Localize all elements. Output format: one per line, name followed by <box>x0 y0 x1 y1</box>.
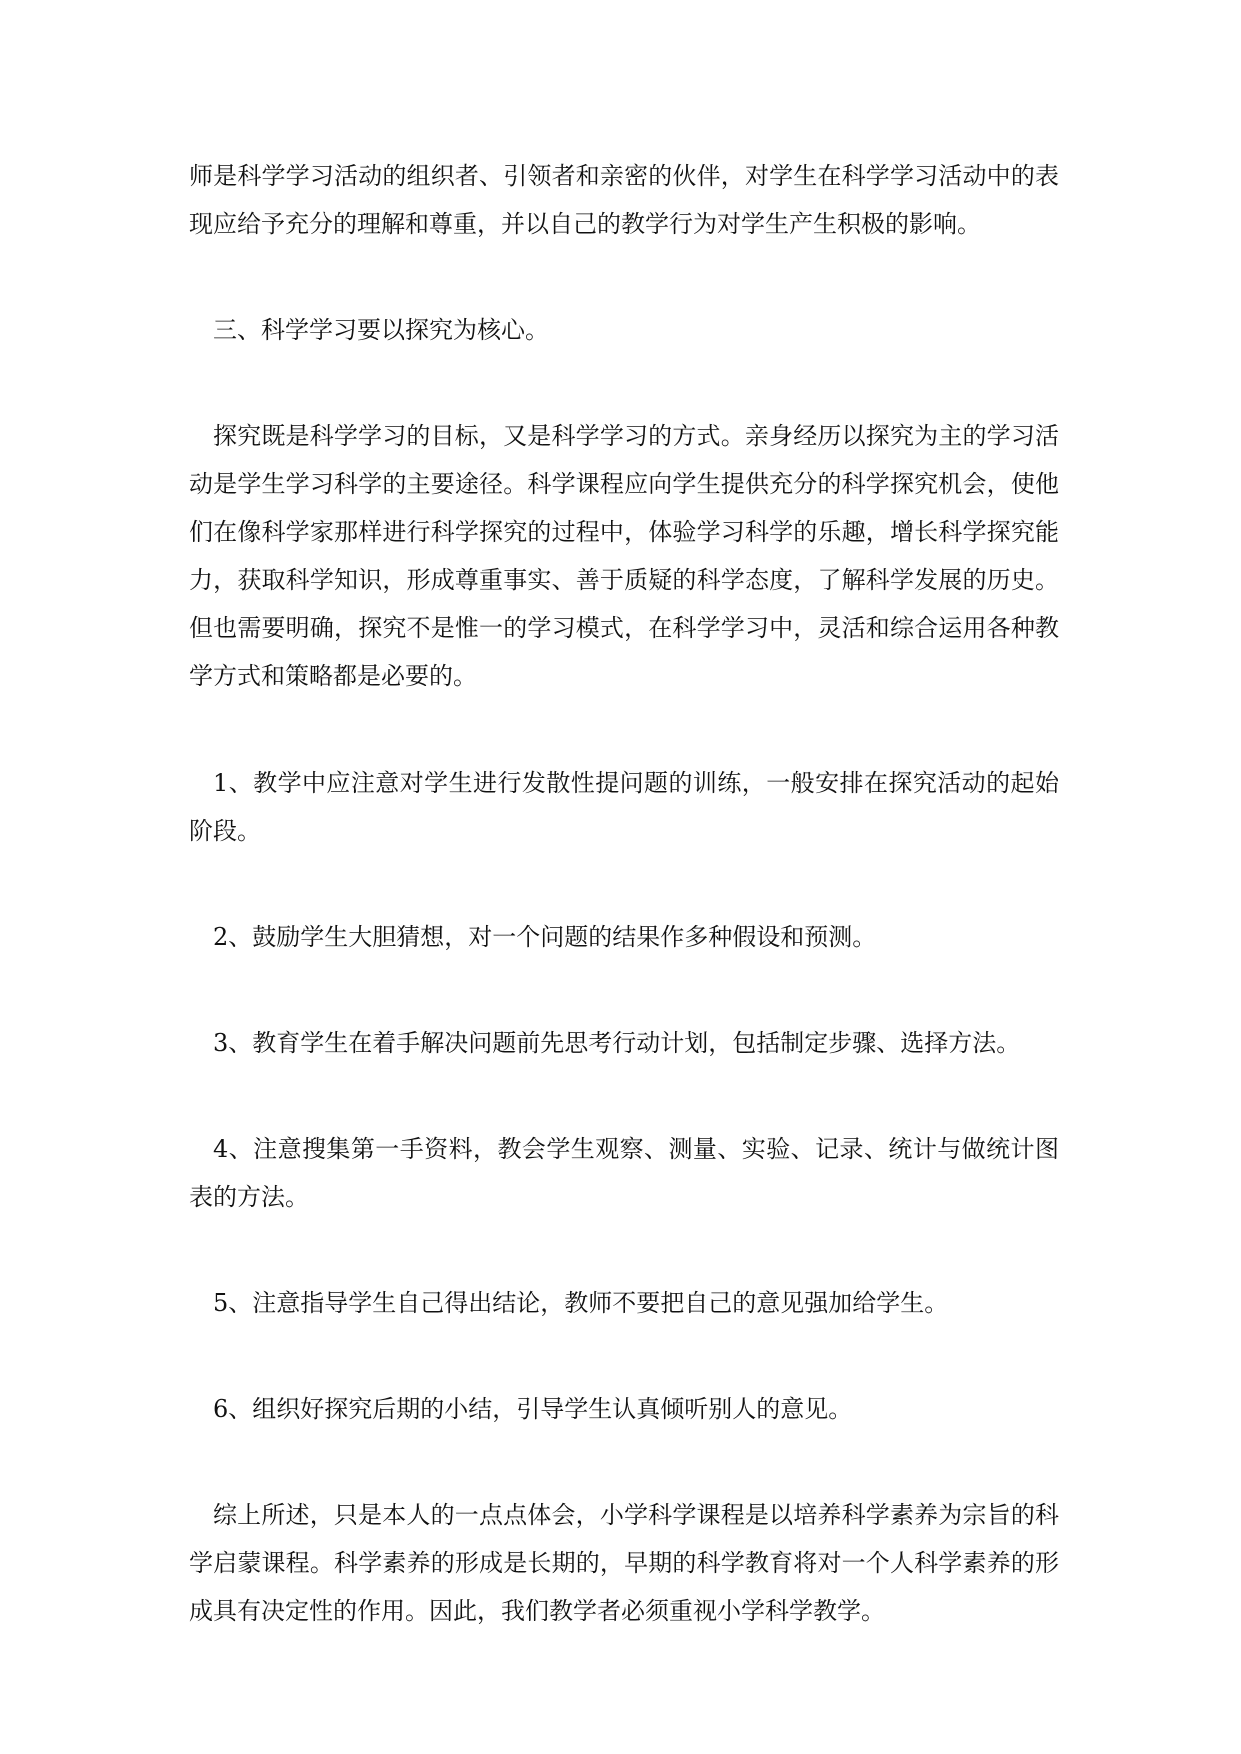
paragraph-gap <box>189 1067 1059 1125</box>
list-item-5: 5、注意指导学生自己得出结论，教师不要把自己的意见强加给学生。 <box>213 1289 949 1317</box>
paragraph-gap <box>189 354 1059 412</box>
section-heading: 三、科学学习要以探究为核心。 <box>213 316 549 344</box>
paragraph-gap <box>189 855 1059 913</box>
paragraph-inquiry: 探究既是科学学习的目标，又是科学学习的方式。亲身经历以探究为主的学习活动是学生学习科学的主要途径。科学课程应向学生提供充分的科学探究机会，使他们在像科学家那样进行科学探究的过程中，体验学习科学的乐趣，增长科学探究能力，获取科学知识，形成尊重事实、善于质疑的科学态度，了解科学发展的历史。但也需要明确，探究不是惟一的学习模式，在科学学习中，灵活和综合运用各种教学方式和策略都是必要的。 <box>189 422 1059 690</box>
paragraph-gap <box>189 961 1059 1019</box>
document-body <box>189 152 1059 1635</box>
paragraph-gap <box>189 1221 1059 1279</box>
paragraph-continuation: 师是科学学习活动的组织者、引领者和亲密的伙伴，对学生在科学学习活动中的表现应给予充分的理解和尊重，并以自己的教学行为对学生产生积极的影响。 <box>189 162 1059 238</box>
list-item-3: 3、教育学生在着手解决问题前先思考行动计划，包括制定步骤、选择方法。 <box>213 1029 1021 1057</box>
list-item-1: 1、教学中应注意对学生进行发散性提问题的训练，一般安排在探究活动的起始阶段。 <box>189 769 1059 845</box>
list-item-6: 6、组织好探究后期的小结，引导学生认真倾听别人的意见。 <box>213 1395 853 1423</box>
paragraph-gap <box>189 248 1059 306</box>
paragraph-conclusion: 综上所述，只是本人的一点点体会，小学科学课程是以培养科学素养为宗旨的科学启蒙课程。科学素养的形成是长期的，早期的科学教育将对一个人科学素养的形成具有决定性的作用。因此，我们教学者必须重视小学科学教学。 <box>189 1501 1059 1625</box>
paragraph-gap <box>189 1327 1059 1385</box>
paragraph-gap <box>189 700 1059 759</box>
list-item-4: 4、注意搜集第一手资料，教会学生观察、测量、实验、记录、统计与做统计图表的方法。 <box>189 1135 1059 1211</box>
list-item-2: 2、鼓励学生大胆猜想，对一个问题的结果作多种假设和预测。 <box>213 923 877 951</box>
paragraph-gap <box>189 1433 1059 1491</box>
